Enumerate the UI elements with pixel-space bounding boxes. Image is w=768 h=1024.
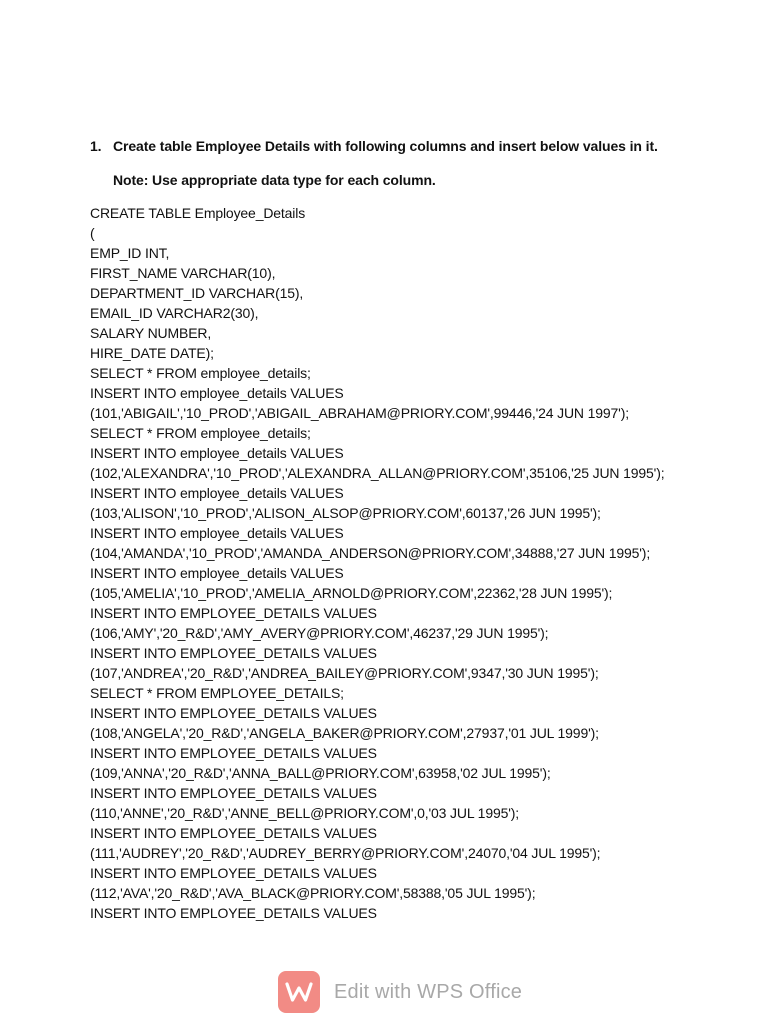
code-line: INSERT INTO employee_details VALUES <box>90 485 344 501</box>
code-line: EMAIL_ID VARCHAR2(30), <box>90 305 259 321</box>
code-line: SELECT * FROM EMPLOYEE_DETAILS; <box>90 685 344 701</box>
code-line: INSERT INTO employee_details VALUES <box>90 565 344 581</box>
code-line: INSERT INTO EMPLOYEE_DETAILS VALUES <box>90 785 377 801</box>
code-line: CREATE TABLE Employee_Details <box>90 205 306 221</box>
wps-logo-icon <box>278 971 320 1013</box>
code-line: INSERT INTO EMPLOYEE_DETAILS VALUES <box>90 865 377 881</box>
code-line: (103,'ALISON','10_PROD','ALISON_ALSOP@PRIORY.COM',60137,'26 JUN 1995'); <box>90 505 601 521</box>
code-line: FIRST_NAME VARCHAR(10), <box>90 265 276 281</box>
code-line: INSERT INTO EMPLOYEE_DETAILS VALUES <box>90 825 377 841</box>
code-line: SELECT * FROM employee_details; <box>90 425 311 441</box>
sql-code-block <box>90 203 664 923</box>
question-note: Note: Use appropriate data type for each column. <box>113 172 436 188</box>
code-line: (104,'AMANDA','10_PROD','AMANDA_ANDERSON@PRIORY.COM',34888,'27 JUN 1995'); <box>90 545 651 561</box>
code-line: (111,'AUDREY','20_R&D','AUDREY_BERRY@PRIORY.COM',24070,'04 JUL 1995'); <box>90 845 601 861</box>
code-line: ( <box>90 225 95 241</box>
code-line: INSERT INTO employee_details VALUES <box>90 385 344 401</box>
wps-edit-link[interactable]: Edit with WPS Office <box>334 980 523 1003</box>
code-line: DEPARTMENT_ID VARCHAR(15), <box>90 285 304 301</box>
code-line: (101,'ABIGAIL','10_PROD','ABIGAIL_ABRAHAM@PRIORY.COM',99446,'24 JUN 1997'); <box>90 405 629 421</box>
question-text: Create table Employee Details with following columns and insert below values in it. <box>113 138 658 154</box>
code-line: INSERT INTO EMPLOYEE_DETAILS VALUES <box>90 905 377 921</box>
code-line: (102,'ALEXANDRA','10_PROD','ALEXANDRA_ALLAN@PRIORY.COM',35106,'25 JUN 1995'); <box>90 465 665 481</box>
code-line: (108,'ANGELA','20_R&D','ANGELA_BAKER@PRIORY.COM',27937,'01 JUL 1999'); <box>90 725 599 741</box>
code-line: INSERT INTO employee_details VALUES <box>90 445 344 461</box>
code-line: INSERT INTO EMPLOYEE_DETAILS VALUES <box>90 745 377 761</box>
code-line: INSERT INTO EMPLOYEE_DETAILS VALUES <box>90 645 377 661</box>
code-line: INSERT INTO EMPLOYEE_DETAILS VALUES <box>90 705 377 721</box>
code-line: HIRE_DATE DATE); <box>90 345 214 361</box>
code-line: SELECT * FROM employee_details; <box>90 365 311 381</box>
question-heading <box>90 138 658 154</box>
code-line: (105,'AMELIA','10_PROD','AMELIA_ARNOLD@PRIORY.COM',22362,'28 JUN 1995'); <box>90 585 613 601</box>
code-line: SALARY NUMBER, <box>90 325 212 341</box>
code-line: (112,'AVA','20_R&D','AVA_BLACK@PRIORY.COM',58388,'05 JUL 1995'); <box>90 885 536 901</box>
question-number: 1. <box>90 138 102 154</box>
code-line: INSERT INTO EMPLOYEE_DETAILS VALUES <box>90 605 377 621</box>
wps-footer[interactable] <box>278 970 522 1014</box>
code-line: (107,'ANDREA','20_R&D','ANDREA_BAILEY@PRIORY.COM',9347,'30 JUN 1995'); <box>90 665 599 681</box>
code-line: (106,'AMY','20_R&D','AMY_AVERY@PRIORY.COM',46237,'29 JUN 1995'); <box>90 625 549 641</box>
code-line: (109,'ANNA','20_R&D','ANNA_BALL@PRIORY.COM',63958,'02 JUL 1995'); <box>90 765 551 781</box>
code-line: EMP_ID INT, <box>90 245 170 261</box>
code-line: INSERT INTO employee_details VALUES <box>90 525 344 541</box>
code-line: (110,'ANNE','20_R&D','ANNE_BELL@PRIORY.COM',0,'03 JUL 1995'); <box>90 805 519 821</box>
